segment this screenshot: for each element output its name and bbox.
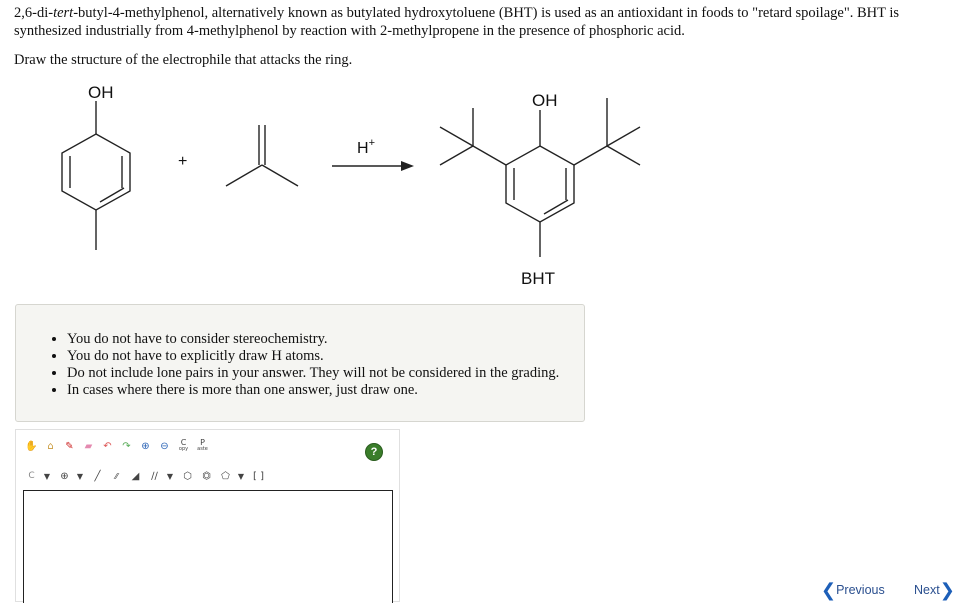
wedge-bond-icon[interactable]: ◢ [131, 470, 140, 482]
reaction-scheme [0, 70, 700, 295]
hint-item: • In cases where there is more than one answer, just draw one. [67, 382, 584, 399]
chevron-right-icon: ❯ [939, 580, 955, 600]
structure-editor [15, 429, 400, 602]
cyclohexane-icon[interactable]: ⬡ [183, 470, 192, 482]
oh-right-label: OH [532, 91, 558, 110]
question-text: 2,6-di-tert-butyl-4-methylphenol, alternatively known as butylated hydroxytoluene (BHT) is used as an antioxidant in foods to "retard spoilage". BHT is synthesized industrially from 4-methylphenol by reaction with 2-methylpropene in the presence of phosphoric acid. [14, 5, 900, 39]
zoom-out-icon[interactable]: ⊖ [160, 440, 169, 452]
chevron-left-icon: ❮ [821, 580, 837, 600]
erase-bond-icon[interactable]: ✎ [65, 440, 74, 452]
editor-toolbar-bottom [24, 466, 270, 486]
hint-item: • Do not include lone pairs in your answer. They will not be considered in the grading. [67, 365, 584, 382]
charge-plus-icon[interactable]: ⊕ [60, 470, 69, 482]
element-selector[interactable]: C [28, 471, 35, 481]
bht-label: BHT [521, 269, 555, 288]
hashed-bond-icon[interactable]: ⁄⁄ [115, 471, 118, 481]
question-prompt: Draw the structure of the electrophile that attacks the ring. [14, 52, 353, 68]
hint-item: • You do not have to consider stereochemistry. [67, 331, 584, 348]
drawing-canvas[interactable] [23, 490, 393, 603]
chevron-down-icon[interactable]: ▼ [76, 471, 84, 481]
benzene-icon[interactable]: ⏣ [202, 470, 211, 482]
oh-left-label: OH [88, 83, 114, 102]
next-button[interactable]: Next ❯ [914, 580, 955, 600]
copy-button[interactable]: C opy [178, 438, 189, 452]
editor-toolbar-top [24, 436, 214, 456]
methylphenol-structure [62, 101, 130, 250]
tert-italic: tert [53, 5, 74, 21]
double-bond-icon[interactable]: ∕∕ [151, 470, 158, 482]
chevron-down-icon[interactable]: ▼ [43, 471, 51, 481]
undo-icon[interactable]: ↶ [103, 440, 112, 452]
help-button[interactable]: ? [365, 443, 383, 461]
cyclopentane-icon[interactable]: ⬠ [221, 470, 230, 482]
zoom-in-icon[interactable]: ⊕ [141, 440, 150, 452]
chevron-down-icon[interactable]: ▼ [166, 471, 174, 481]
catalyst-label: H+ [357, 137, 375, 157]
hint-item: • You do not have to explicitly draw H atoms. [67, 348, 584, 365]
previous-button[interactable]: ❮ Previous [821, 580, 885, 600]
single-bond-icon[interactable]: ╱ [94, 470, 101, 482]
plus-sign: + [178, 153, 188, 170]
bracket-icon[interactable]: [ ] [253, 470, 264, 482]
instructions-box [15, 304, 585, 422]
paste-button[interactable]: P aste [197, 438, 208, 452]
hand-icon[interactable]: ✋ [25, 440, 38, 452]
bht-structure [440, 98, 640, 257]
chevron-down-icon[interactable]: ▼ [237, 471, 245, 481]
eraser-icon[interactable]: ▰ [84, 440, 93, 452]
redo-icon[interactable]: ↷ [122, 440, 131, 452]
methylpropene-structure [226, 125, 298, 186]
lasso-icon[interactable]: ⌂ [47, 440, 54, 452]
reaction-arrow [332, 161, 414, 171]
